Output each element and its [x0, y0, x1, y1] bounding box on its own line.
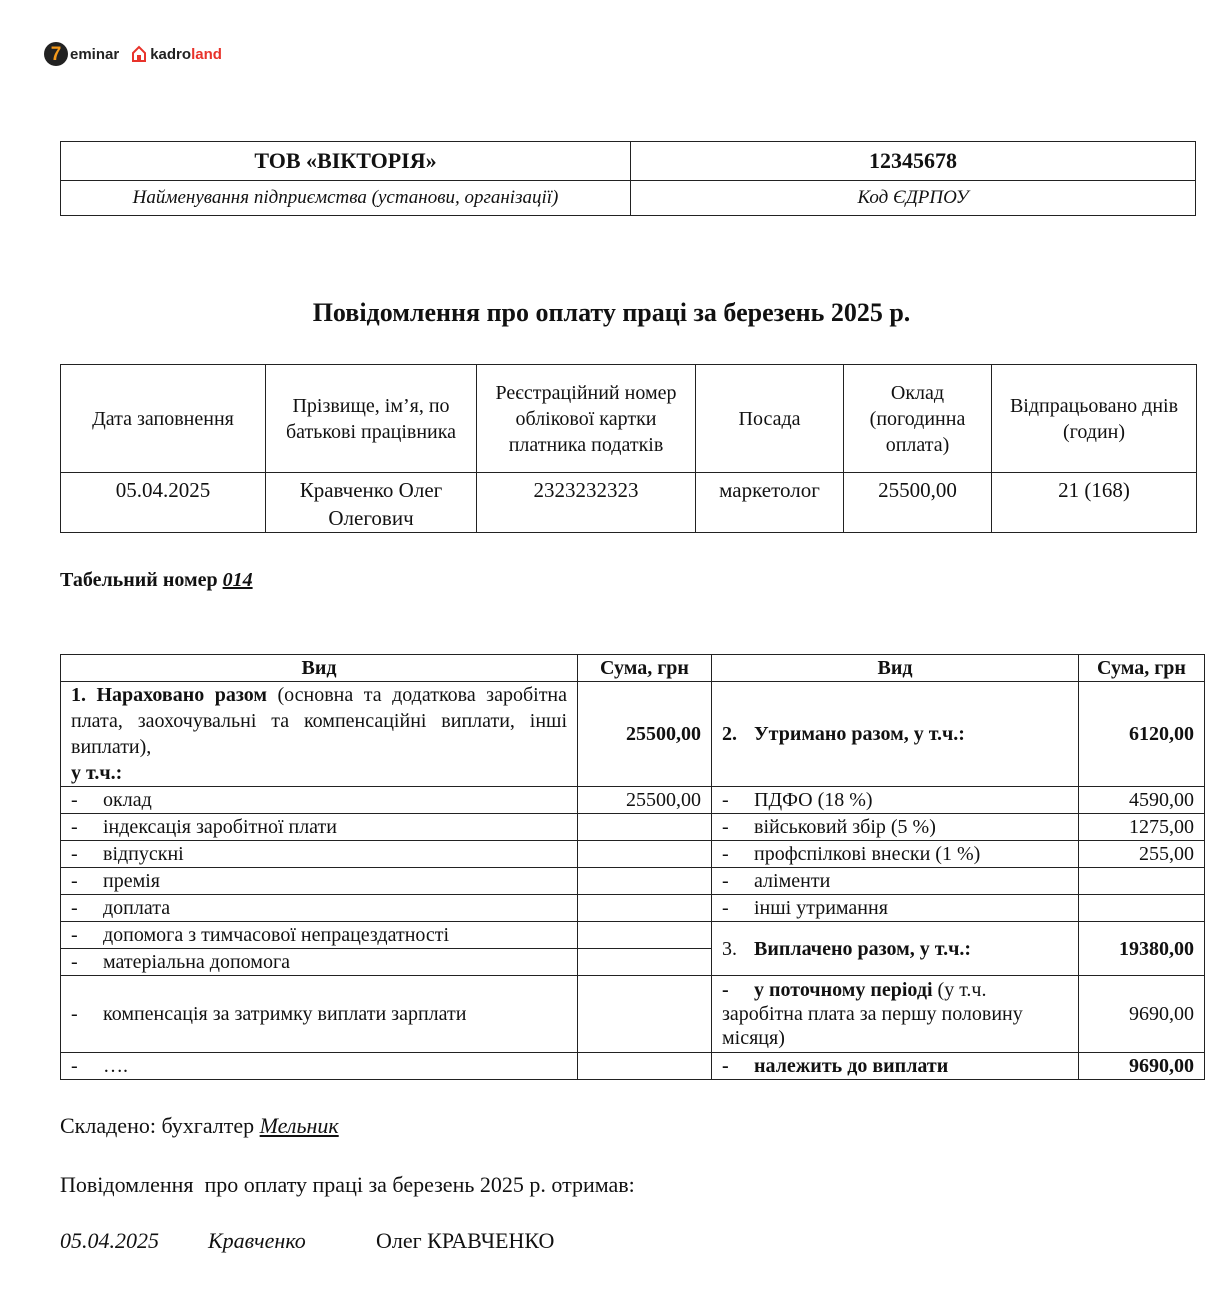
withheld-item-value: 4590,00: [1079, 787, 1205, 814]
header-sum-right: Сума, грн: [1079, 655, 1205, 682]
header-tax-number: Реєстраційний номер облікової картки платника податків: [477, 365, 696, 473]
header-fill-date: Дата заповнення: [61, 365, 266, 473]
header-salary: Оклад (погодинна оплата): [844, 365, 992, 473]
company-name: ТОВ «ВІКТОРІЯ»: [61, 142, 631, 181]
current-period: [712, 976, 1079, 1053]
accrued-item-label: компенсація за затримку виплати зарплати: [103, 1003, 467, 1025]
dash: -: [71, 951, 78, 973]
salary: 25500,00: [844, 473, 992, 533]
dash: -: [71, 924, 78, 946]
dash: -: [722, 1055, 729, 1077]
seminar-logo-number: 7: [50, 43, 62, 65]
withheld-item-value: [1079, 868, 1205, 895]
dash: -: [71, 816, 78, 838]
accrued-item: [61, 1053, 578, 1080]
seminar-logo: [44, 42, 119, 66]
document-title: Повідомлення про оплату праці за березень 2025 р.: [312, 298, 911, 327]
seminar-logo-text: eminar: [70, 45, 120, 63]
accrued-item: [61, 868, 578, 895]
accrued-item-label: матеріальна допомога: [103, 951, 291, 973]
accrued-item-label: доплата: [103, 897, 171, 919]
edrpou-code: 12345678: [631, 142, 1196, 181]
accrued-title: 1. Нараховано разом: [71, 684, 267, 706]
accrued-item-label: допомога з тимчасової непрацездатності: [103, 924, 450, 946]
withheld-item-label: аліменти: [754, 870, 831, 892]
amount-due: [712, 1053, 1079, 1080]
personnel-number: [60, 569, 253, 592]
employee-signature: Кравченко: [208, 1228, 306, 1253]
withheld-number: 2.: [722, 723, 737, 745]
header-position: Посада: [696, 365, 844, 473]
employee-name: Олег КРАВЧЕНКО: [376, 1228, 555, 1253]
accrued-item: [61, 814, 578, 841]
withheld-item-label: військовий збір (5 %): [754, 816, 936, 838]
accrued-item-label: індексація заробітної плати: [103, 816, 337, 838]
compiled-by: [60, 1113, 339, 1139]
payment-table: [60, 654, 1205, 1080]
header-kind-right: Вид: [712, 655, 1079, 682]
accrued-total-label: [61, 682, 578, 787]
paid-total-label: [712, 922, 1079, 976]
header-kind-left: Вид: [61, 655, 578, 682]
accrued-item-value: [578, 841, 712, 868]
withheld-item-value: 1275,00: [1079, 814, 1205, 841]
accrued-item: [61, 949, 578, 976]
dash: -: [722, 897, 729, 919]
logos: [44, 42, 222, 66]
withheld-item-value: [1079, 895, 1205, 922]
withheld-item-label: інші утримання: [754, 897, 888, 919]
header-sum-left: Сума, грн: [578, 655, 712, 682]
kadroland-logo-text-first: kadro: [150, 45, 192, 63]
accrued-item: [61, 895, 578, 922]
withheld-item: [712, 895, 1079, 922]
withheld-item-label: ПДФО (18 %): [754, 789, 873, 811]
dash: -: [722, 870, 729, 892]
kadroland-logo: [131, 45, 222, 63]
dash: -: [71, 789, 78, 811]
dash: -: [71, 1003, 78, 1025]
paid-number: 3.: [722, 937, 737, 960]
withheld-title: Утримано разом, у т.ч.:: [754, 723, 965, 745]
received-statement: Повідомлення про оплату праці за березень 2025 р. отримав:: [60, 1172, 635, 1197]
withheld-item: [712, 787, 1079, 814]
accrued-including: у т.ч.:: [71, 762, 123, 784]
seminar-logo-circle: [44, 42, 68, 66]
tax-number: 2323232323: [477, 473, 696, 533]
accrued-item-value: [578, 895, 712, 922]
withheld-item: [712, 814, 1079, 841]
dash: -: [71, 843, 78, 865]
dash: -: [722, 843, 729, 865]
withheld-item: [712, 868, 1079, 895]
company-name-label: Найменування підприємства (установи, організації): [61, 181, 631, 216]
paid-total: 19380,00: [1079, 922, 1205, 976]
accrued-item-value: [578, 949, 712, 976]
withheld-total-label: [712, 682, 1079, 787]
amount-due-label: належить до виплати: [754, 1055, 949, 1077]
dash: -: [722, 816, 729, 838]
accrued-item: [61, 922, 578, 949]
accrued-total: 25500,00: [578, 682, 712, 787]
current-period-title: у поточному періоді: [754, 979, 933, 1001]
accrued-item-label: премія: [103, 870, 160, 892]
full-name: Кравченко Олег Олегович: [266, 473, 477, 533]
accrued-item: [61, 787, 578, 814]
header-days-worked: Відпрацьовано днів (годин): [992, 365, 1197, 473]
house-icon: [131, 45, 147, 63]
personnel-number-label: Табельний номер: [60, 569, 218, 591]
days-worked: 21 (168): [992, 473, 1197, 533]
withheld-total: 6120,00: [1079, 682, 1205, 787]
receipt-date: 05.04.2025: [60, 1228, 159, 1253]
accrued-item-value: [578, 814, 712, 841]
employee-table: [60, 364, 1197, 533]
accrued-item: [61, 976, 578, 1053]
dash: -: [722, 789, 729, 811]
current-period-value: 9690,00: [1079, 976, 1205, 1053]
accrued-item-label: відпускні: [103, 843, 184, 865]
accrued-item-value: [578, 976, 712, 1053]
current-period-desc: (у т.ч. заробітна плата за першу половину місяця): [722, 979, 1023, 1049]
withheld-item: [712, 841, 1079, 868]
receipt-signature-line: [60, 1228, 554, 1254]
amount-due-value: 9690,00: [1079, 1053, 1205, 1080]
kadroland-logo-text-second: land: [191, 45, 222, 63]
personnel-number-value: 014: [222, 569, 253, 591]
paid-title: Виплачено разом, у т.ч.:: [754, 937, 972, 960]
withheld-item-label: профспілкові внески (1 %): [754, 843, 981, 865]
accrued-item-value: 25500,00: [578, 787, 712, 814]
fill-date: 05.04.2025: [61, 473, 266, 533]
accrued-item-value: [578, 868, 712, 895]
organization-table: [60, 141, 1196, 216]
compiled-by-label: Складено: бухгалтер: [60, 1113, 255, 1138]
accrued-item: [61, 841, 578, 868]
dash: -: [722, 979, 729, 1001]
dash: -: [71, 870, 78, 892]
dash: -: [71, 1055, 78, 1077]
edrpou-code-label: Код ЄДРПОУ: [631, 181, 1196, 216]
position: маркетолог: [696, 473, 844, 533]
accrued-item-value: [578, 1053, 712, 1080]
accrued-item-label: ….: [103, 1055, 128, 1077]
accrued-item-value: [578, 922, 712, 949]
header-full-name: Прізвище, ім’я, по батькові працівника: [266, 365, 477, 473]
dash: -: [71, 897, 78, 919]
withheld-item-value: 255,00: [1079, 841, 1205, 868]
accrued-item-label: оклад: [103, 789, 152, 811]
accountant-signature: Мельник: [259, 1113, 339, 1138]
accrued-description: (основна та додаткова заробітна плата, заохочувальні та компенсаційні виплати, інші виплати),: [71, 684, 568, 758]
